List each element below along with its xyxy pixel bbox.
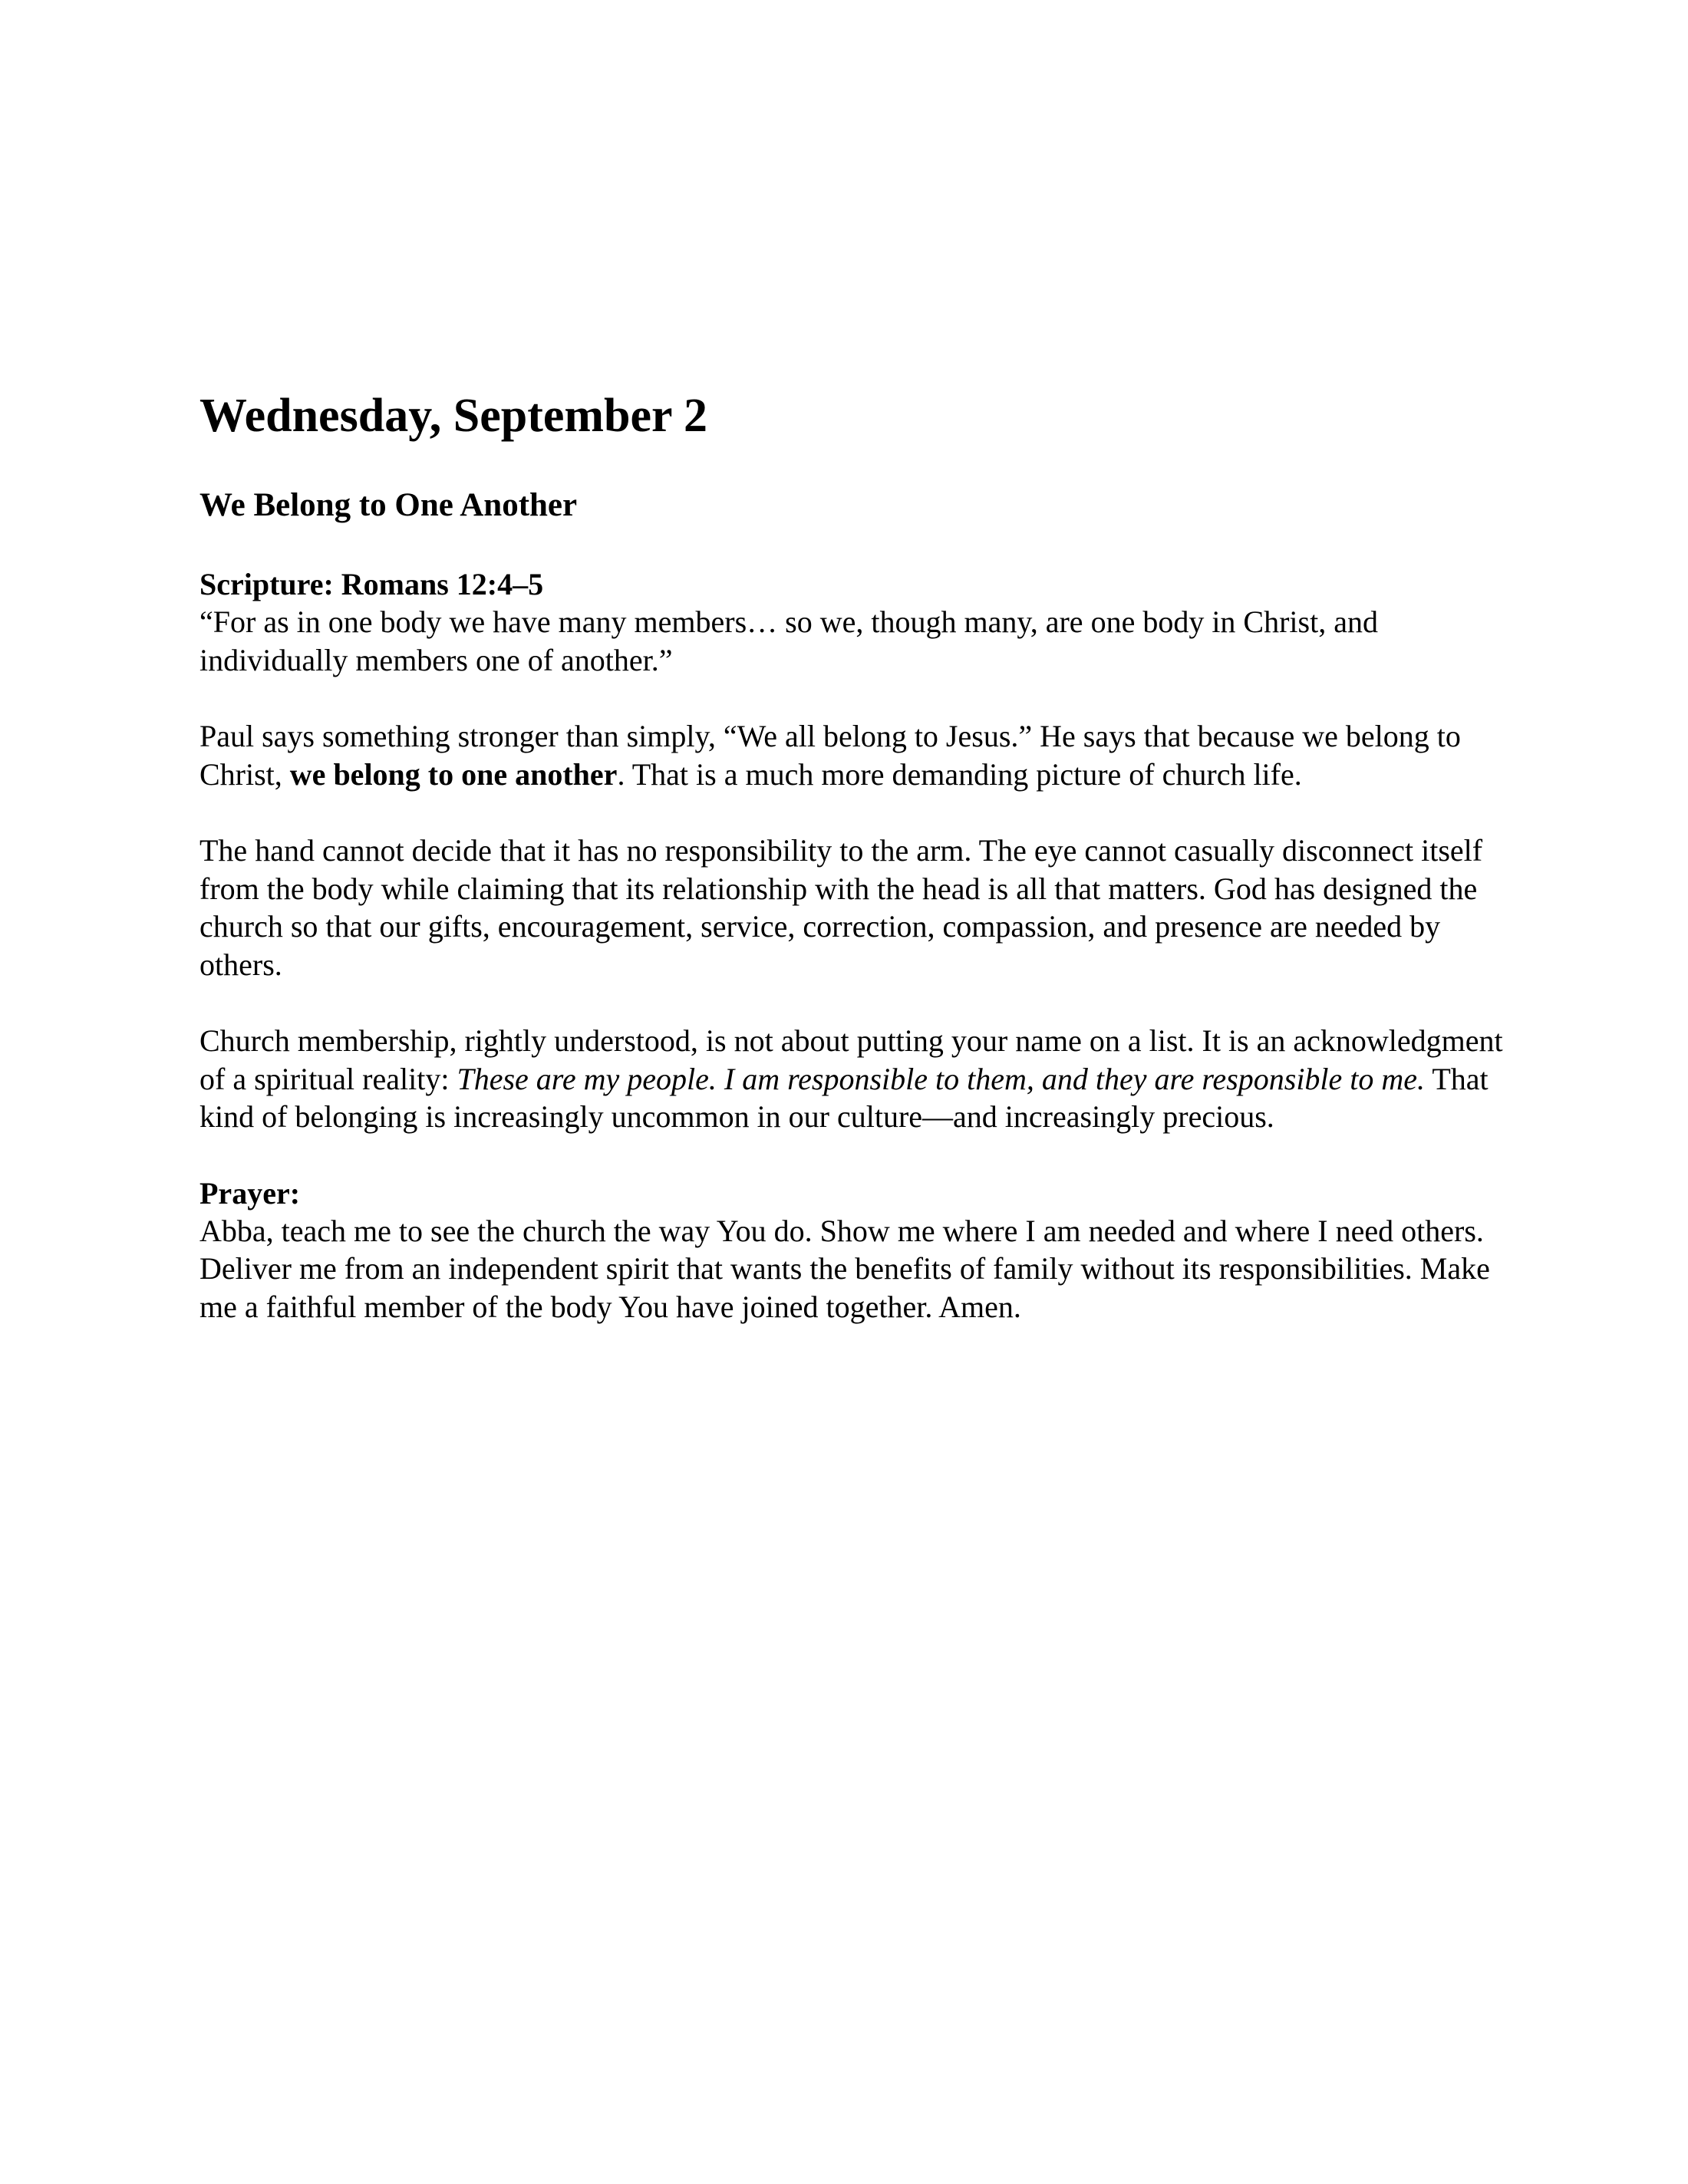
prayer-label: Prayer: — [199, 1175, 301, 1211]
paragraph-1-text-a: Paul says something stronger than simply, “We all belong to Jesus.” He says that because we belong to Christ, — [199, 719, 1461, 792]
scripture-label: Scripture: Romans 12:4–5 — [199, 567, 544, 601]
paragraph-3 — [199, 1022, 1504, 1136]
paragraph-1-text-b: . That is a much more demanding picture of church life. — [617, 756, 1302, 792]
paragraph-3-text-b: That kind of belonging is increasingly uncommon in our culture—and increasingly precious. — [199, 1061, 1489, 1134]
page-title: Wednesday, September 2 — [199, 390, 707, 442]
prayer-text: Abba, teach me to see the church the way You do. Show me where I am needed and where I need others. Deliver me from an independent spirit that wants the benefits of family without its responsibilities. Make me a faithful member of the body You have joined together. Amen. — [199, 1213, 1490, 1324]
paragraph-2: The hand cannot decide that it has no responsibility to the arm. The eye cannot casually disconnect itself from the body while claiming that its relationship with the head is all that matters. God has designed the church so that our gifts, encouragement, service, correction, compassion, and presence are needed by others. — [199, 833, 1483, 982]
paragraph-1 — [199, 717, 1504, 793]
paragraph-3-text-a: Church membership, rightly understood, is not about putting your name on a list. It is an acknowledgment of a spiritual reality: — [199, 1023, 1503, 1096]
devotional-page — [199, 388, 1504, 1364]
devotional-subtitle: We Belong to One Another — [199, 487, 578, 523]
scripture-text: “For as in one body we have many members… so we, though many, are one body in Christ, and individually members one of another.” — [199, 604, 1378, 677]
paragraph-1-bold: we belong to one another — [289, 756, 618, 792]
paragraph-3-italic: These are my people. I am responsible to them, and they are responsible to me. — [457, 1061, 1426, 1096]
